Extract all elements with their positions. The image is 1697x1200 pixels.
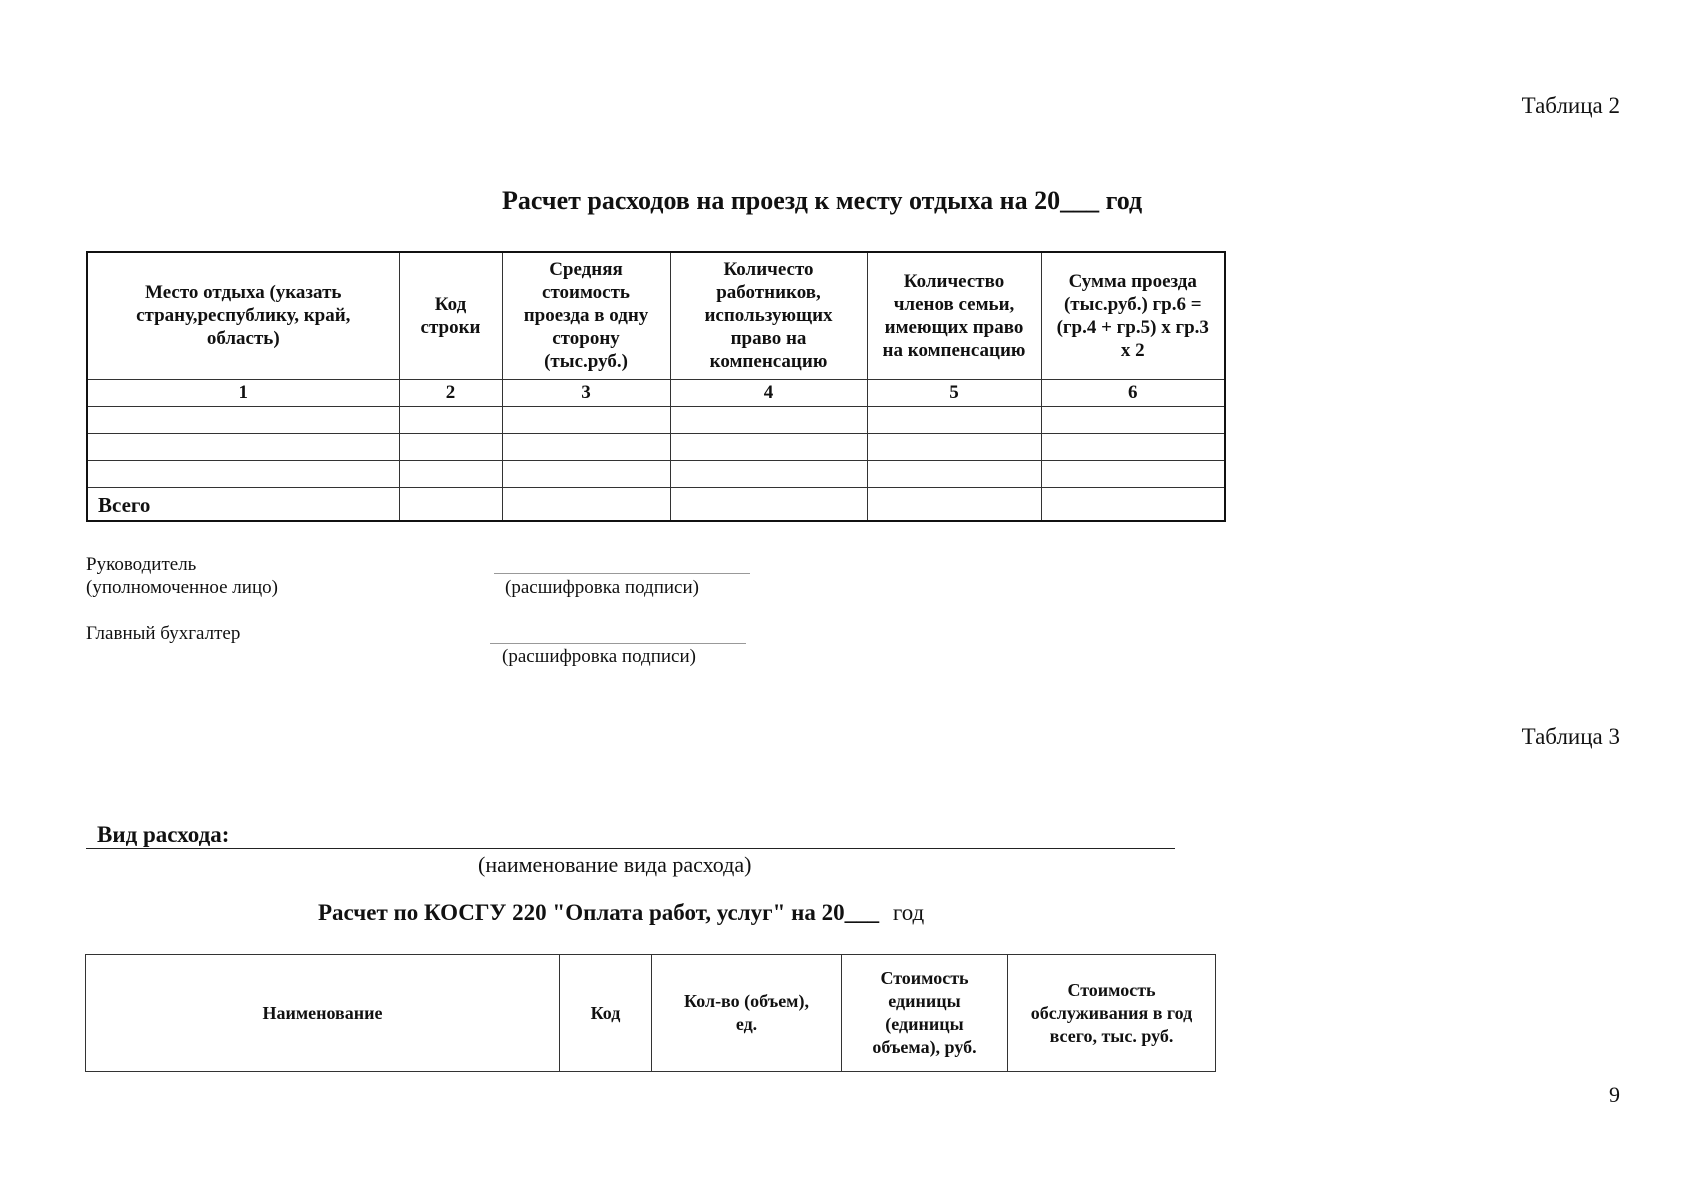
header-cell: Сумма проезда (тыс.руб.) гр.6 = (гр.4 + гр.5) х гр.3 х 2 (1041, 252, 1225, 379)
header-cell: Код (560, 955, 652, 1072)
column-number-row (87, 379, 1225, 406)
head-title: Руководитель (86, 554, 197, 575)
page-number: 9 (1609, 1082, 1620, 1107)
travel-expense-table (86, 251, 1226, 522)
table-cell (87, 406, 399, 433)
table2-label: Таблица 2 (1521, 93, 1620, 118)
expense-type-caption: (наименование вида расхода) (478, 852, 752, 877)
head-subtitle: (уполномоченное лицо) (86, 577, 278, 598)
head-signature-line (494, 573, 750, 574)
table-cell (399, 406, 502, 433)
table-cell (87, 433, 399, 460)
header-cell: Количество членов семьи, имеющих право на компенсацию (867, 252, 1041, 379)
header-cell: Стоимость обслуживания в год всего, тыс. руб. (1008, 955, 1216, 1072)
head-signature-label (86, 553, 278, 599)
kosgu-220-table (85, 954, 1216, 1072)
total-label: Всего (87, 487, 399, 521)
table-cell (502, 433, 670, 460)
expense-type-line (86, 848, 1175, 849)
table-cell (502, 487, 670, 521)
column-number: 6 (1041, 379, 1225, 406)
header-cell: Стоимость единицы (единицы объема), руб. (842, 955, 1008, 1072)
table-cell (502, 460, 670, 487)
head-decode-caption: (расшифровка подписи) (505, 577, 699, 598)
column-number: 2 (399, 379, 502, 406)
table3-title-tail: год (892, 900, 925, 925)
table-cell (670, 406, 867, 433)
table-cell (867, 406, 1041, 433)
table-row (87, 460, 1225, 487)
table-cell (1041, 406, 1225, 433)
header-cell: Количесто работников, использующих право на компенсацию (670, 252, 867, 379)
table-cell (399, 460, 502, 487)
header-row (87, 252, 1225, 379)
table-cell (399, 433, 502, 460)
table-cell (1041, 487, 1225, 521)
column-number: 1 (87, 379, 399, 406)
table-cell (502, 406, 670, 433)
accountant-signature-line (490, 643, 746, 644)
header-cell: Место отдыха (указать страну,республику, край, область) (87, 252, 399, 379)
accountant-label: Главный бухгалтер (86, 623, 241, 644)
header-cell: Средняя стоимость проезда в одну сторону (тыс.руб.) (502, 252, 670, 379)
table-cell (670, 487, 867, 521)
header-cell: Кол-во (объем), ед. (652, 955, 842, 1072)
table-cell (670, 460, 867, 487)
table3-title-main: Расчет по КОСГУ 220 "Оплата работ, услуг" на 20___ (318, 900, 880, 925)
table-cell (867, 433, 1041, 460)
total-row (87, 487, 1225, 521)
table2-title: Расчет расходов на проезд к месту отдыха на 20___ год (502, 186, 1143, 215)
table3-label: Таблица 3 (1521, 724, 1620, 749)
expense-type-label: Вид расхода: (97, 822, 230, 847)
header-cell: Код строки (399, 252, 502, 379)
accountant-decode-caption: (расшифровка подписи) (502, 646, 696, 667)
table3-title (318, 900, 924, 926)
column-number: 5 (867, 379, 1041, 406)
header-cell: Наименование (86, 955, 560, 1072)
table-cell (670, 433, 867, 460)
table-cell (1041, 460, 1225, 487)
table-cell (87, 460, 399, 487)
table-row (87, 433, 1225, 460)
column-number: 4 (670, 379, 867, 406)
table-cell (1041, 433, 1225, 460)
table-cell (867, 487, 1041, 521)
table-cell (399, 487, 502, 521)
table-cell (867, 460, 1041, 487)
header-row (86, 955, 1216, 1072)
table-row (87, 406, 1225, 433)
column-number: 3 (502, 379, 670, 406)
